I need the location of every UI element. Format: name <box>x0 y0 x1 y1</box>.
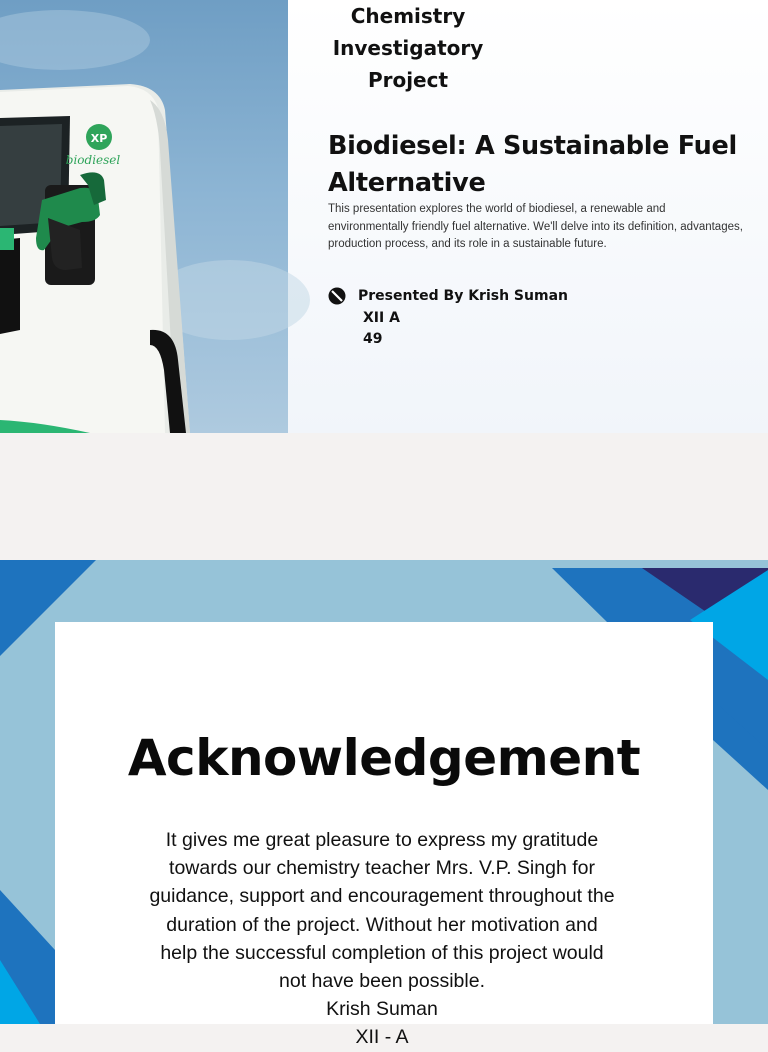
presenter-class: XII A <box>363 310 400 326</box>
pump-logo-badge: XP <box>90 132 108 145</box>
project-title-line: Investigatory <box>332 36 484 60</box>
acknowledgement-signature-name: Krish Suman <box>326 998 438 1021</box>
biodiesel-pump-photo <box>0 0 288 433</box>
acknowledgement-card <box>55 622 713 1049</box>
pump-logo-text: biodiesel <box>65 153 121 167</box>
acknowledgement-line: towards our chemistry teacher Mrs. V.P. Singh for <box>169 857 595 880</box>
presenter-icon <box>328 287 346 305</box>
acknowledgement-line: guidance, support and encouragement throughout the <box>149 885 615 908</box>
fuel-pump-illustration <box>0 0 288 433</box>
acknowledgement-line: duration of the project. Without her motivation and <box>166 913 598 936</box>
acknowledgement-slide <box>0 560 768 1049</box>
project-title-line: Project <box>367 68 449 92</box>
project-title-line: Chemistry <box>350 4 466 28</box>
presenter-name: Presented By Krish Suman <box>358 288 568 304</box>
title-content <box>288 0 768 433</box>
presentation-description: This presentation explores the world of biodiesel, a renewable and environmentally friendly fuel alternative. We'll delve into its definition, advantages, production process, and its role in a sustainable future. <box>328 203 743 250</box>
presentation-title: Biodiesel: A Sustainable Fuel Alternative <box>328 131 737 198</box>
project-title <box>308 0 508 96</box>
acknowledgement-body <box>95 826 669 1052</box>
acknowledgement-line: not have been possible. <box>279 970 485 993</box>
title-slide <box>0 0 768 433</box>
acknowledgement-line: help the successful completion of this project would <box>160 941 604 964</box>
acknowledgement-line: It gives me great pleasure to express my gratitude <box>165 829 599 851</box>
acknowledgement-signature-class: XII - A <box>355 1026 409 1049</box>
acknowledgement-title: Acknowledgement <box>127 729 641 787</box>
presenter-roll: 49 <box>363 331 383 347</box>
